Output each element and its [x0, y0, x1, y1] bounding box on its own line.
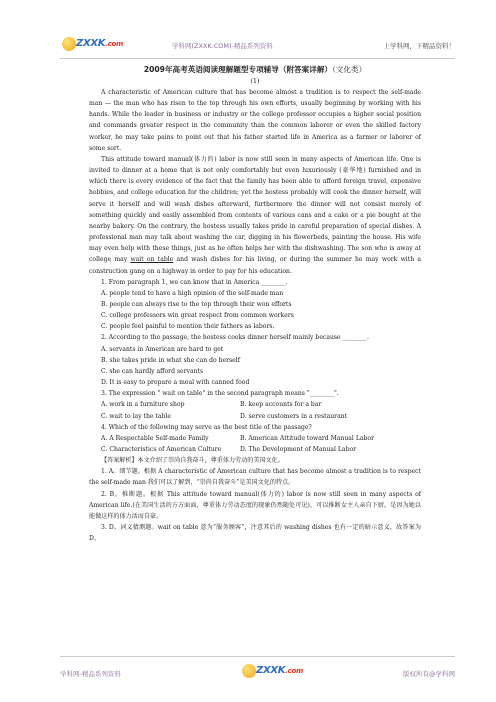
question-1: 1. From paragraph 1, we can know that in America ________.: [101, 278, 288, 286]
question-2-option-b: B. she takes pride in what she can do herself: [101, 356, 240, 364]
section-number: (1): [250, 77, 260, 85]
question-3-option-d: D. serve customers in a restaurant: [240, 412, 348, 420]
header-right-text: 上学科网，下精品资料！: [383, 42, 455, 50]
question-3-option-a: A. work in a furniture shop: [101, 401, 185, 409]
footer-right-text: 版权所有@学科网: [403, 670, 455, 678]
document-body: [89, 64, 421, 544]
question-4-option-c: C. Characteristics of American Culture: [101, 446, 222, 453]
question-1-option-b: B. people can always rise to the top through their won efforts: [101, 300, 292, 308]
logo-ball-icon: [62, 37, 76, 51]
answer-intro: 【答案解析】本文介绍了崇尚自我奋斗，尊重体力劳动的美国文化。: [101, 457, 284, 465]
footer-logo-text: ZXXK: [256, 665, 286, 676]
answer-2: 2. B。推断题。根据 This attitude toward manual(体力的) labor is now still seen in many aspects of American life.(在美国生活的方方面面，尊重体力劳动态度的现象仍然随处可见)，可以推断女主人亲自下厨，是因为她以能做这样的体力活而自豪。: [89, 490, 421, 520]
answer-1: 1. A。细节题。根据 A characteristic of American culture that has become almost a tradition is to respect the self-made man 我们可以了解到，“崇尚自我奋斗”是美国文化的特点。: [89, 468, 421, 487]
footer-logo-suffix: .com: [285, 667, 303, 675]
question-4-option-d: D. The Development of Manual Labor: [240, 446, 357, 453]
underlined-phrase: wait on table: [130, 256, 174, 264]
question-2-option-a: A. servants in American are hard to get: [101, 345, 224, 353]
question-4-options-row-2: [89, 444, 421, 455]
question-3-option-b: B. keep accounts for a bar: [240, 401, 322, 409]
logo-suffix: .com: [105, 40, 123, 48]
passage-paragraph-1: A characteristic of American culture that has become almost a tradition is to respect the self-made man — the man who has risen to the top through his own efforts, usually beginning by working with his hands. While the leader in business or industry or the college professor occupies a higher social position and commands greater respect in the community than the common laborer or even the skilled factory worker, he may take pains to point out that his father started life in America as a farmer or laborer of some sort.: [89, 89, 421, 152]
question-4-options-row-1: [89, 433, 421, 444]
question-3-option-c: C. wait to lay the table: [101, 412, 171, 420]
footer-zxxk-logo: [240, 661, 308, 683]
question-4-option-a: A. A Respectable Self-made Family: [101, 434, 209, 442]
page-footer: [60, 656, 455, 683]
question-2-option-c: C. she can hardly afford servants: [101, 367, 204, 375]
question-3-options-row-2: [89, 411, 421, 422]
question-1-option-c: C. college professors win great respect from common workers: [101, 312, 294, 320]
footer-logo-ball-icon: [242, 664, 256, 678]
header-center-text: 学科网(ZXXK.COM)-精品系列资料: [172, 42, 273, 50]
question-4: 4. Which of the following may serve as the best title of the passage?: [101, 423, 312, 431]
question-1-option-a: A. people tend to have a high opinion of the self-made man: [101, 289, 284, 297]
document-subtitle: （文化类）: [332, 65, 367, 74]
question-3-options-row-1: [89, 399, 421, 410]
question-2-option-d: D. It is easy to prepare a meal with canned food: [101, 379, 250, 387]
question-4-option-b: B. American Attitude toward Manual Labor: [240, 434, 374, 442]
passage-paragraph-2: This attitude toward manual(体力的) labor is now still seen in many aspects of American life. One is invited to dinner at a home that is not only comfortably but even luxuriously (豪华地) furnished and in which there is every evidence of the fact that the family has been able to afford foreign travel, expensive hobbies, and college education for the children; yet the hostess probably will cook the dinner herself, will serve it herself and will wash dishes afterward, furthermore the dinner will not consist merely of something quickly and easily assembled from contents of various cans and a cake or a pie bought at the nearby bakery. On the contrary, the hostess usually takes pride in careful preparation of special dishes. A professional man may talk about washing the car, digging in his flowerbeds, painting the house. His wife may even help with these things, just as he often helps her with the dishwashing. The son who is away at college may wait on table and wash dishes for his living, or during the summer he may work with a construction gang on a highway in order to pay for his education.: [89, 155, 422, 275]
zxxk-logo: [60, 34, 128, 56]
page-header: [60, 34, 455, 59]
document-title: 2009年高考英语阅读理解题型专项辅导（附答案详解）（文化类）: [143, 65, 367, 74]
footer-left-text: 学科网-精品系列资料: [60, 670, 121, 678]
logo-text: ZXXK: [76, 38, 106, 49]
question-3: 3. The expression " wait on table" in the second paragraph means "________".: [101, 390, 339, 398]
answer-3: 3. D。词义猜测题。wait on table 意为“服务顾客”，注意其后的 washing dishes 也有一定的暗示意义，故答案为 D。: [89, 524, 421, 543]
question-2: 2. According to the passage, the hostess cooks dinner herself mainly because ________.: [101, 334, 369, 342]
question-1-option-d: C. people feel painful to mention their fathers as labors.: [101, 323, 275, 331]
